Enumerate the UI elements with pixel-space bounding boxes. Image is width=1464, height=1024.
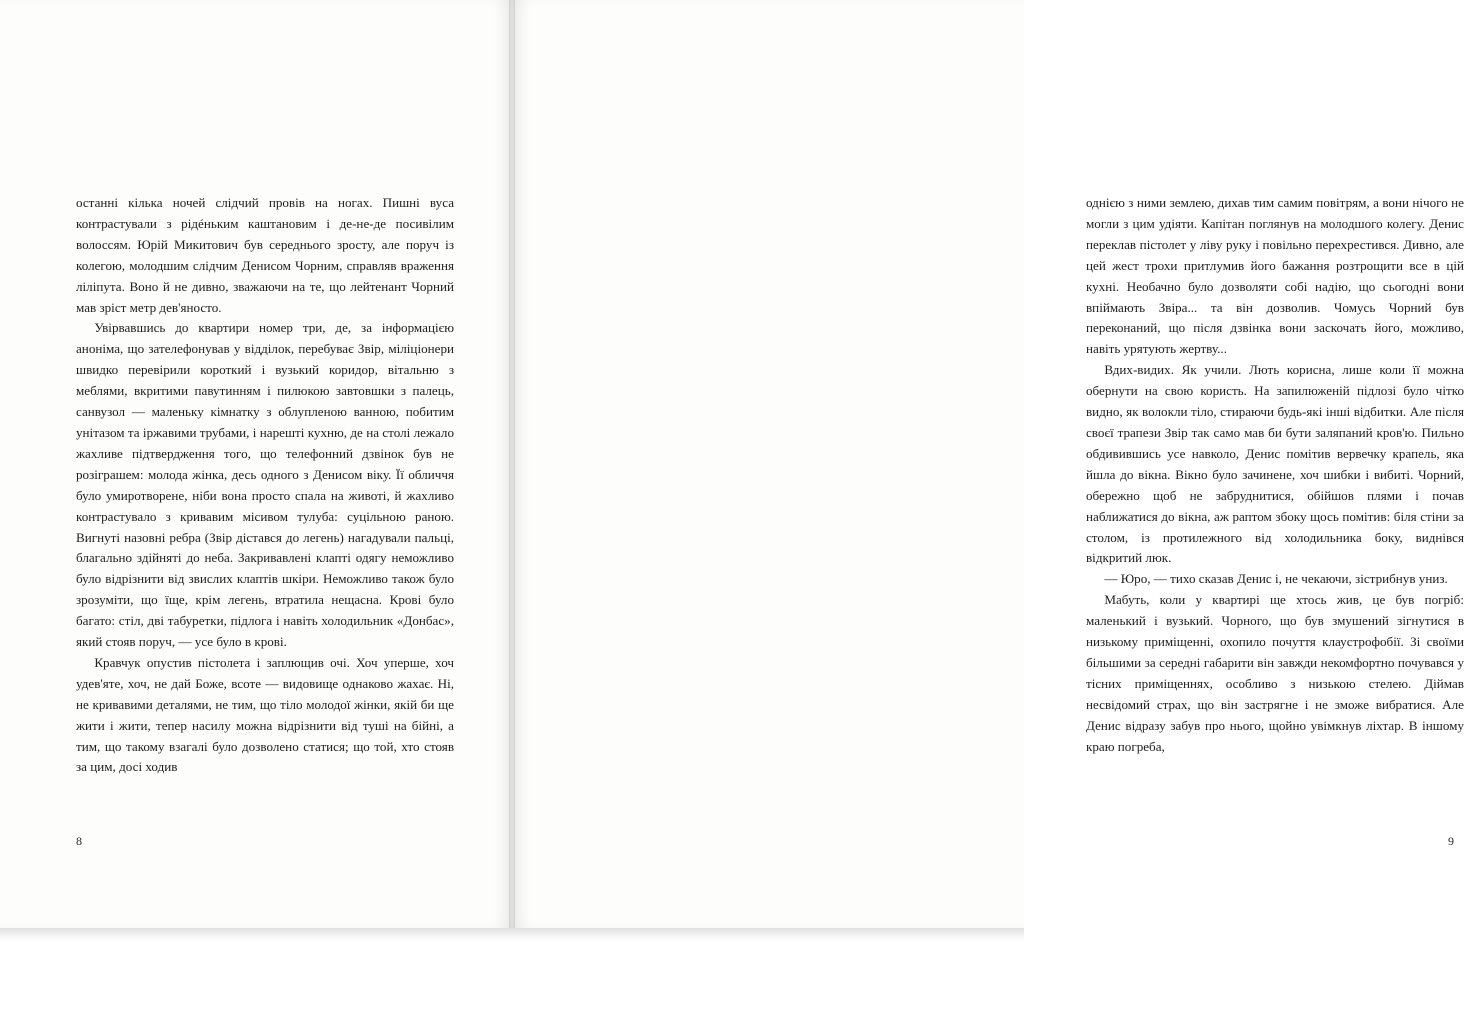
page-bottom-shadow [0, 928, 1024, 940]
left-page [0, 0, 512, 928]
book-gutter [509, 0, 515, 928]
paragraph: Увірвавшись до квартири номер три, де, за інформацією аноніма, що зателефонував у відділок, перебуває Звір, міліціонери швидко перевірили короткий і вузький коридор, вітальню з меблями, вкритими павутинням і пилюкою завтовшки з палець, санвузол — маленьку кімнатку з облупленою ванною, побитим унітазом та іржавими трубами, і нарешті кухню, де на столі лежало жахливе підтвердження того, що телефонний дзвінок був не розіграшем: молода жінка, десь одного з Денисом віку. Її обличчя було умиротворене, ніби вона просто спала на животі, й жахливо контрастувало з кривавим місивом тулуба: суцільною раною. Вигнуті назовні ребра (Звір дістався до легень) нагадували пальці, благально здійняті до неба. Закривавлені клапті одягу неможливо було відрізнити від звислих клаптів шкіри. Неможливо також було зрозуміти, що їще, крім легень, втратила нещасна. Крові було багато: стіл, дві табуретки, підлога і навіть холодильник «Донбас», який стояв поруч, — усе було в крові. [76, 320, 454, 650]
paragraph: — Юро, — тихо сказав Денис і, не чекаючи, зістрибнув униз. [1104, 571, 1448, 587]
paragraph: Мабуть, коли у квартирі ще хтось жив, це був погріб: маленький і вузький. Чорного, що був змушений зігнутися в низькому приміщенні, охопило почуття клаустрофобії. Зі своїми більшими за середні габарити він завжди некомфортно почувався у тісних приміщеннях, особливо з низькою стелею. Діймав несвідомий страх, що він застрягне і не зможе вибратися. Але Денис відразу забув про нього, щойно увімкнув ліхтар. В іншому краю погреба, [1086, 592, 1464, 754]
left-page-text-column [76, 193, 454, 778]
paragraph: Вдих-видих. Як учили. Лють корисна, лише коли її можна обернути на свою користь. На запилюженій підлозі було чітко видно, як волокли тіло, стираючи будь-які інші відбитки. Але після своєї трапези Звір так само мав би бути заляпаний кров'ю. Пильно обдивившись усе навколо, Денис помітив вервечку крапель, яка йшла до вікна. Вікно було зачинене, хоч шибки і вибиті. Чорний, обережно щоб не забруднитися, обійшов плями і почав наближатися до вікна, аж раптом збоку щось помітив: біля стіни за столом, із протилежного від холодильника боку, виднівся відкритий люк. [1086, 362, 1464, 566]
paragraph: однією з ними землею, дихав тим самим повітрям, а вони нічого не могли з цим удіяти. Капітан поглянув на молодшого колегу. Денис переклав пістолет у ліву руку і повільно перехрестився. Дивно, але цей жест трохи притлумив його бажання розтрощити все в цій кухні. Необачно було дозволяти собі надію, що сьогодні вони впіймають Звіра... та він дозволив. Чомусь Чорний був переконаний, що після дзвінка вони заскочать його, можливо, навіть урятують жертву... [1086, 195, 1464, 357]
page-number-right: 9 [1448, 834, 1454, 848]
page-number-left: 8 [76, 834, 82, 848]
right-page [512, 0, 1464, 928]
right-page-text-column [1086, 193, 1464, 757]
paragraph: останні кілька ночей слідчий провів на ногах. Пишні вуса контрастували з рідéньким каштановим і де-не-де посивілим волоссям. Юрій Микитович був середнього зросту, але поруч із колегою, молодшим слідчим Денисом Чорним, справляв враження ліліпута. Воно й не дивно, зважаючи на те, що лейтенант Чорний мав зріст метр дев'яносто. [76, 195, 454, 315]
paragraph: Кравчук опустив пістолета і заплющив очі. Хоч уперше, хоч удев'яте, хоч, не дай Боже, всоте — видовище однаково жахає. Ні, не кривавими деталями, не тим, що тіло молодої жінки, якій би ще жити і жити, тепер насилу можна відрізнити від туші на бійні, а тим, що такому взагалі було дозволено статися; що той, хто стояв за цим, досі ходив [76, 654, 454, 775]
